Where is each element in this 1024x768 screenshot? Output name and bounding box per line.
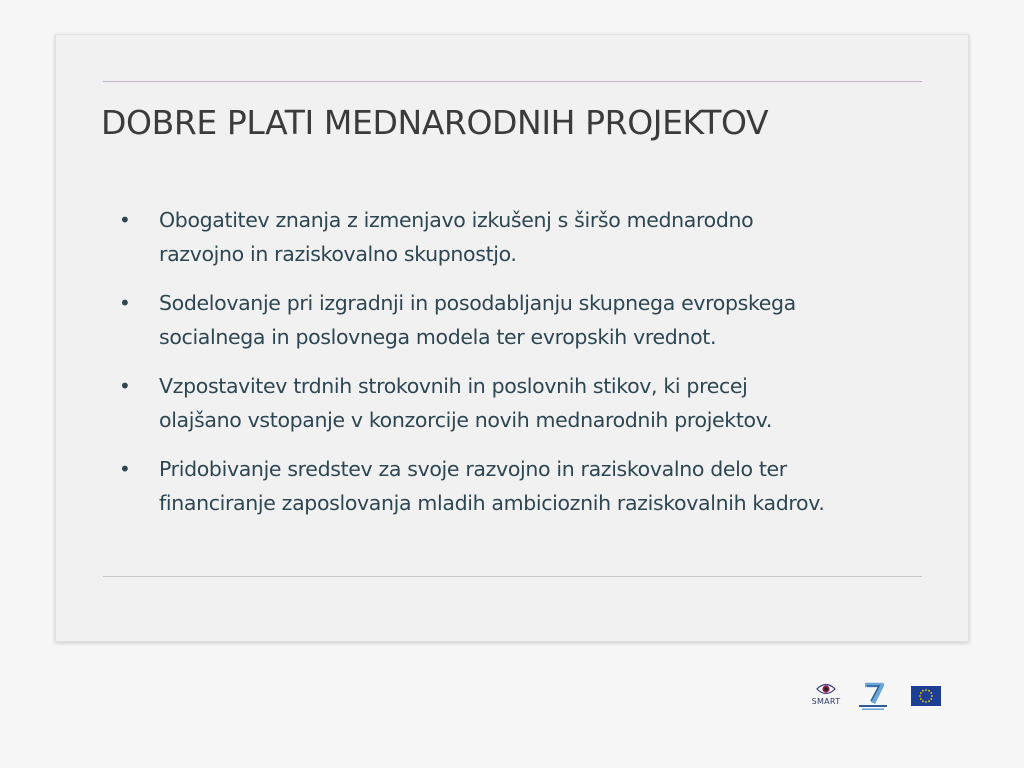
- fp7-logo: [856, 682, 890, 712]
- bullet-text-line: financiranje zaposlovanja mladih ambicioznih raziskovalnih kadrov.: [159, 491, 825, 515]
- bullet-item: [119, 203, 919, 271]
- eu-flag-icon: [911, 686, 941, 706]
- smart-logo: [806, 682, 846, 712]
- bullet-marker: •: [119, 208, 131, 232]
- eye-icon: [816, 682, 836, 696]
- bullet-text-line: Obogatitev znanja z izmenjavo izkušenj s širšo mednarodno: [159, 208, 754, 232]
- bullet-item: [119, 286, 919, 354]
- bullet-marker: •: [119, 291, 131, 315]
- bullet-text-line: razvojno in raziskovalno skupnostjo.: [159, 242, 517, 266]
- footer-logos: [806, 682, 946, 712]
- bullet-text-line: olajšano vstopanje v konzorcije novih mednarodnih projektov.: [159, 408, 773, 432]
- slide-title: DOBRE PLATI MEDNARODNIH PROJEKTOV: [101, 103, 769, 142]
- fp7-seven-icon: [856, 682, 890, 712]
- bullet-text-line: Vzpostavitev trdnih strokovnih in poslovnih stikov, ki precej: [159, 374, 748, 398]
- slide-card: [55, 34, 969, 642]
- bullet-item: [119, 452, 919, 520]
- bullet-text-line: Pridobivanje sredstev za svoje razvojno in raziskovalno delo ter: [159, 457, 787, 481]
- eu-flag-logo: [911, 686, 941, 706]
- bullet-marker: •: [119, 374, 131, 398]
- top-divider: [103, 81, 922, 82]
- bullet-text-line: socialnega in poslovnega modela ter evropskih vrednot.: [159, 325, 717, 349]
- bottom-divider: [103, 576, 922, 577]
- bullet-marker: •: [119, 457, 131, 481]
- bullet-text-line: Sodelovanje pri izgradnji in posodabljanju skupnega evropskega: [159, 291, 796, 315]
- bullet-list: [119, 203, 919, 535]
- smart-logo-text: SMART: [811, 697, 841, 706]
- bullet-item: [119, 369, 919, 437]
